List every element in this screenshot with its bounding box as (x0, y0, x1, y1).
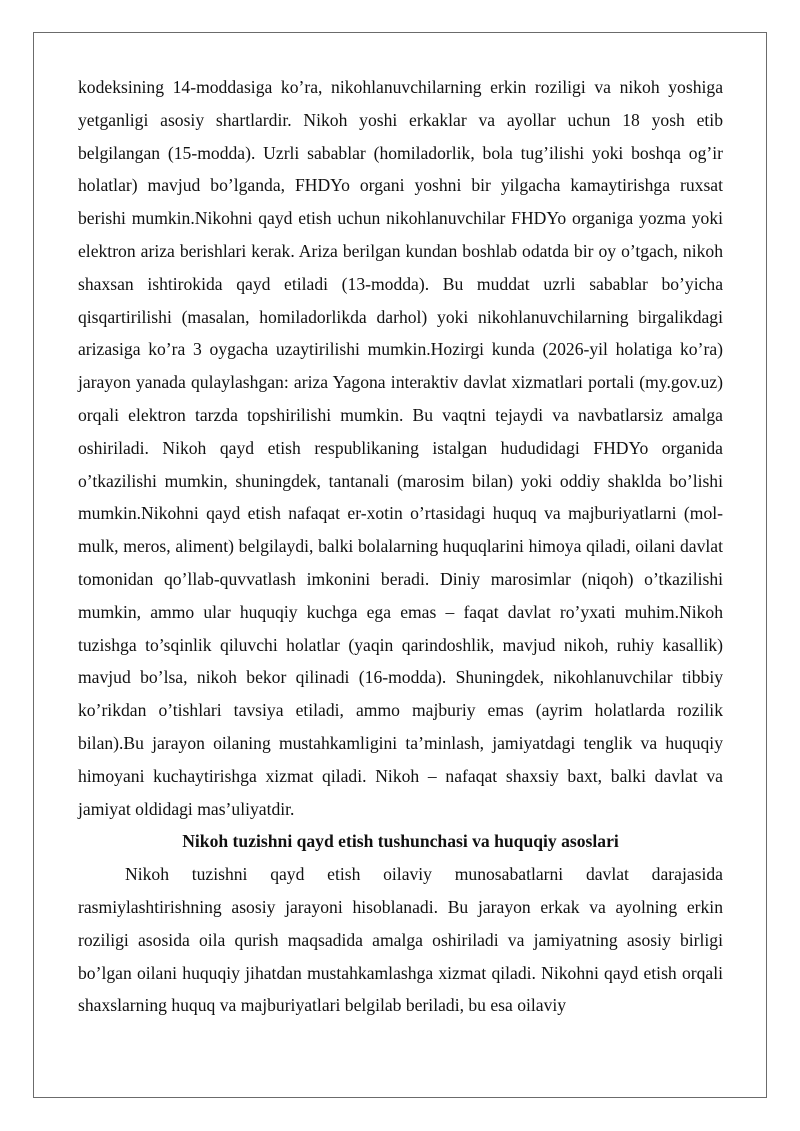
body-paragraph-2: Nikoh tuzishni qayd etish oilaviy munosabatlarni davlat darajasida rasmiylashtirishning asosiy jarayoni hisoblanadi. Bu jarayon erkak va ayolning erkin roziligi asosida oila qurish maqsadida amalga oshiriladi va jamiyatning asosiy birligi bo’lgan oilani huquqiy jihatdan mustahkamlashga xizmat qiladi. Nikohni qayd etish orqali shaxslarning huquq va majburiyatlari belgilab beriladi, bu esa oilaviy (78, 864, 723, 1016)
document-body (78, 71, 723, 1022)
body-paragraph-1: kodeksining 14-moddasiga ko’ra, nikohlanuvchilarning erkin roziligi va nikoh yoshiga yetganligi asosiy shartlardir. Nikoh yoshi erkaklar va ayollar uchun 18 yosh etib belgilangan (15-modda). Uzrli sabablar (homiladorlik, bola tug’ilishi yoki boshqa og’ir holatlar) mavjud bo’lganda, FHDYo organi yoshni bir yilgacha kamaytirishga ruxsat berishi mumkin.Nikohni qayd etish uchun nikohlanuvchilar FHDYo organiga yozma yoki elektron ariza berishlari kerak. Ariza berilgan kundan boshlab odatda bir oy o’tgach, nikoh shaxsan ishtirokida qayd etiladi (13-modda). Bu muddat uzrli sabablar bo’yicha qisqartirilishi (masalan, homiladorlikda darhol) yoki nikohlanuvchilarning birgalikdagi arizasiga ko’ra 3 oygacha uzaytirilishi mumkin.Hozirgi kunda (2026-yil holatiga ko’ra) jarayon yanada qulaylashgan: ariza Yagona interaktiv davlat xizmatlari portali (my.gov.uz) orqali elektron tarzda topshirilishi mumkin. Bu vaqtni tejaydi va navbatlarsiz amalga oshiriladi. Nikoh qayd etish respublikaning istalgan hududidagi FHDYo organida o’tkazilishi mumkin, shuningdek, tantanali (marosim bilan) yoki oddiy shaklda bo’lishi mumkin.Nikohni qayd etish nafaqat er-xotin o’rtasidagi huquq va majburiyatlarni (mol-mulk, meros, aliment) belgilaydi, balki bolalarning huquqlarini himoya qiladi, oilani davlat tomonidan qo’llab-quvvatlash imkonini beradi. Diniy marosimlar (niqoh) o’tkazilishi mumkin, ammo ular huquqiy kuchga ega emas – faqat davlat ro’yxati muhim.Nikoh tuzishga to’sqinlik qiluvchi holatlar (yaqin qarindoshlik, mavjud nikoh, ruhiy kasallik) mavjud bo’lsa, nikoh bekor qilinadi (16-modda). Shuningdek, nikohlanuvchilar tibbiy ko’rikdan o’tishlari tavsiya etiladi, ammo majburiy emas (ayrim holatlarda rozilik bilan).Bu jarayon oilaning mustahkamligini ta’minlash, jamiyatdagi tenglik va huquqiy himoyani kuchaytirishga xizmat qiladi. Nikoh – nafaqat shaxsiy baxt, balki davlat va jamiyat oldidagi mas’uliyatdir. (78, 77, 723, 819)
section-heading: Nikoh tuzishni qayd etish tushunchasi va huquqiy asoslari (182, 831, 619, 852)
